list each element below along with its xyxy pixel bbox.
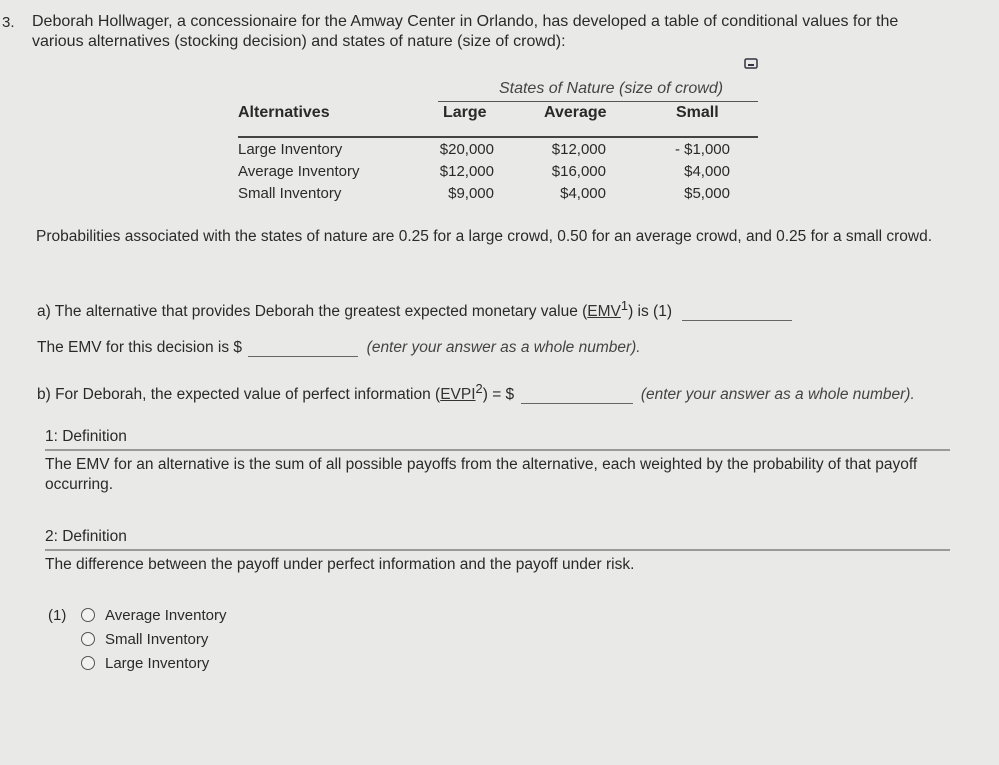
evpi-link[interactable]: EVPI (440, 386, 476, 404)
emv-hint: (enter your answer as a whole number). (366, 339, 641, 356)
part-b-question (37, 381, 915, 404)
header-rule (438, 101, 758, 102)
cell-small: $4,000 (684, 163, 730, 180)
radio-icon[interactable] (81, 632, 95, 646)
definition-rule (45, 449, 950, 451)
cell-average: $16,000 (551, 163, 606, 180)
header-average: Average (544, 104, 607, 121)
cell-average: $12,000 (551, 141, 606, 158)
radio-icon[interactable] (81, 608, 95, 622)
table-row (238, 141, 758, 163)
probabilities-text: Probabilities associated with the states of nature are 0.25 for a large crowd, 0.50 for an average crowd, and 0.25 for a small crowd. (36, 228, 933, 245)
emv-footnote-marker: 1 (620, 298, 629, 313)
definition-text: The difference between the payoff under perfect information and the payoff under risk. (45, 556, 635, 573)
option-small-inventory[interactable] (81, 631, 208, 648)
question-number: 3. (2, 14, 15, 31)
definition-1 (45, 428, 950, 495)
option-label: Large Inventory (105, 655, 210, 672)
radio-icon[interactable] (81, 656, 95, 670)
emv-link[interactable]: EMV (587, 303, 621, 321)
definition-text: The EMV for an alternative is the sum of all possible payoffs from the alternative, each weighted by the probability of that payoff occurring. (45, 456, 918, 493)
table-row (238, 163, 758, 185)
row-alternative: Small Inventory (238, 185, 342, 202)
header-alternatives: Alternatives (238, 104, 330, 121)
cell-large: $12,000 (439, 163, 494, 180)
header-small: Small (676, 104, 719, 121)
definition-2 (45, 528, 950, 575)
evpi-hint: (enter your answer as a whole number). (640, 386, 915, 404)
cell-average: $4,000 (560, 185, 606, 202)
table-row (238, 185, 758, 207)
part-a-question (37, 298, 792, 321)
part-b-text: b) For Deborah, the expected value of perfect information ( (37, 386, 441, 404)
evpi-input[interactable] (521, 385, 633, 404)
cell-small: $5,000 (684, 185, 730, 202)
evpi-footnote-marker: 2 (475, 381, 483, 396)
cell-large: $20,000 (439, 141, 494, 158)
alternative-answer-dropdown[interactable] (682, 302, 792, 321)
question-intro: Deborah Hollwager, a concessionaire for the Amway Center in Orlando, has developed a table of conditional values for the various alternatives (stocking decision) and states of nature (size of crowd): (32, 13, 899, 50)
print-icon[interactable] (744, 58, 758, 69)
option-label: Small Inventory (105, 631, 209, 648)
definition-title: 1: Definition (45, 428, 127, 445)
header-large: Large (443, 104, 487, 121)
emv-input[interactable] (248, 338, 358, 357)
emv-label: The EMV for this decision is $ (37, 339, 243, 356)
row-alternative: Large Inventory (238, 141, 343, 158)
option-large-inventory[interactable] (81, 655, 209, 672)
emv-answer-row (37, 338, 641, 357)
part-b-text-after: ) = $ (482, 386, 515, 404)
option-label: Average Inventory (105, 607, 227, 624)
table-caption: States of Nature (size of crowd) (498, 80, 724, 97)
options-label: (1) (48, 607, 67, 624)
cell-small: - $1,000 (674, 141, 730, 158)
option-average-inventory[interactable] (81, 607, 226, 624)
definition-title: 2: Definition (45, 528, 127, 545)
cell-large: $9,000 (448, 185, 494, 202)
part-a-text-after: ) is (1) (628, 303, 672, 321)
part-a-text: a) The alternative that provides Deborah the greatest expected monetary value ( (37, 303, 588, 321)
row-alternative: Average Inventory (238, 163, 360, 180)
body-rule (238, 136, 758, 138)
definition-rule (45, 549, 950, 551)
